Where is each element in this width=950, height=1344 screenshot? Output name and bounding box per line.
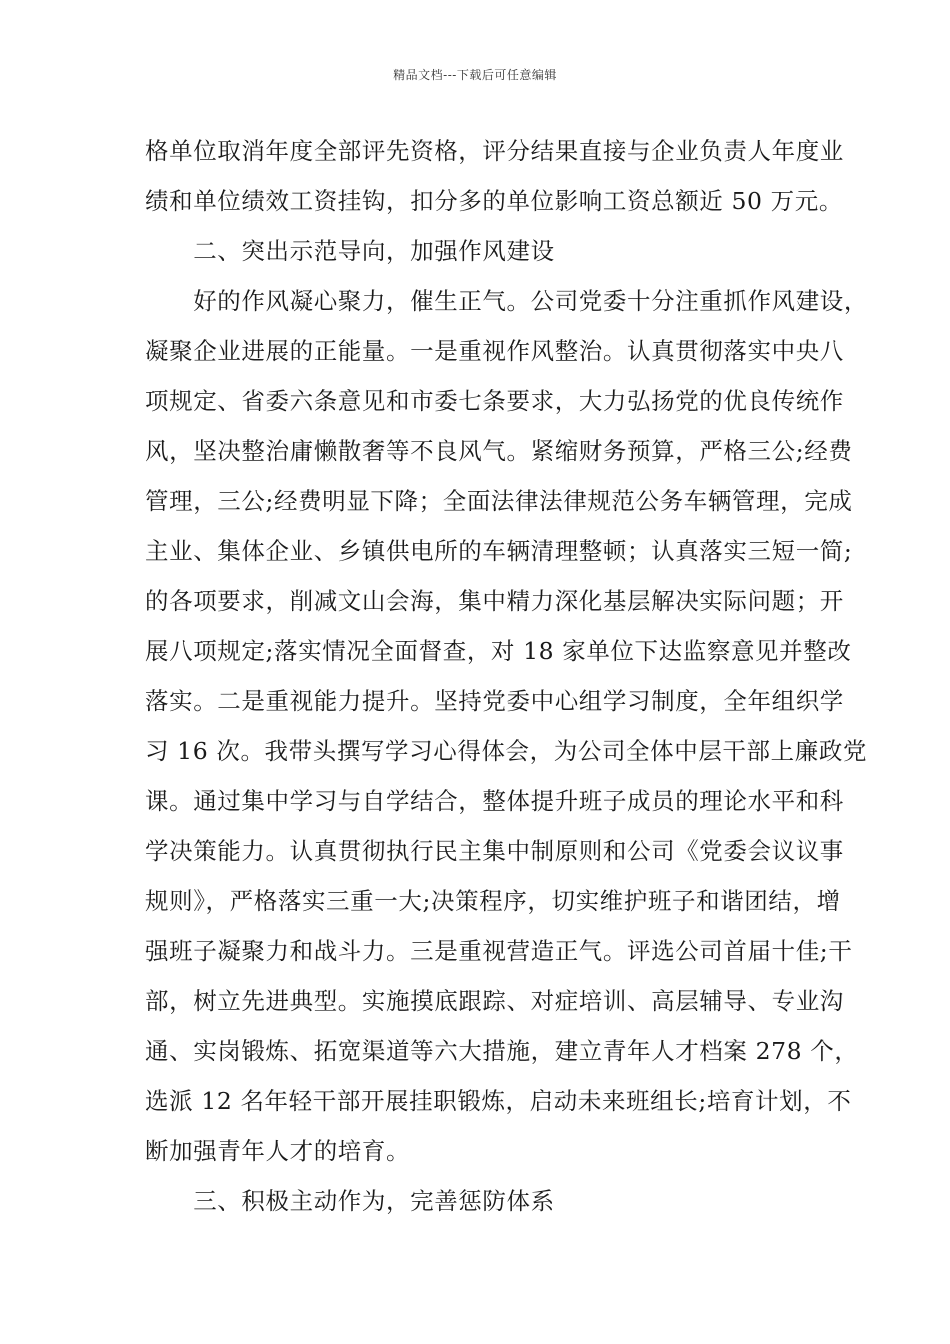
text-line: 习 16 次。我带头撰写学习心得体会，为公司全体中层干部上廉政党 (145, 737, 868, 765)
text-line: 学决策能力。认真贯彻执行民主集中制原则和公司《党委会议议事 (145, 837, 844, 865)
text-line: 管理，三公;经费明显下降；全面法律法律规范公务车辆管理，完成 (145, 487, 853, 515)
text-line: 的各项要求，削减文山会海，集中精力深化基层解决实际问题；开 (145, 587, 844, 615)
text-line: 凝聚企业进展的正能量。一是重视作风整治。认真贯彻落实中央八 (145, 337, 844, 365)
text-line: 绩和单位绩效工资挂钩，扣分多的单位影响工资总额近 50 万元。 (145, 187, 843, 215)
section-heading: 三、积极主动作为，完善惩防体系 (145, 1187, 555, 1215)
section-heading: 二、突出示范导向，加强作风建设 (145, 237, 555, 265)
text-line: 断加强青年人才的培育。 (145, 1137, 411, 1165)
text-line: 选派 12 名年轻干部开展挂职锻炼，启动未来班组长;培育计划，不 (145, 1087, 852, 1115)
text-line: 格单位取消年度全部评先资格，评分结果直接与企业负责人年度业 (145, 137, 844, 165)
text-line: 展八项规定;落实情况全面督查，对 18 家单位下达监察意见并整改 (145, 637, 852, 665)
page-header: 精品文档---下载后可任意编辑 (393, 68, 557, 82)
text-line: 规则》，严格落实三重一大;决策程序，切实维护班子和谐团结，增 (145, 887, 841, 915)
text-line: 好的作风凝心聚力，催生正气。公司党委十分注重抓作风建设， (145, 287, 868, 315)
text-line: 落实。二是重视能力提升。坚持党委中心组学习制度，全年组织学 (145, 687, 844, 715)
text-line: 强班子凝聚力和战斗力。三是重视营造正气。评选公司首届十佳;干 (145, 937, 853, 965)
text-line: 部，树立先进典型。实施摸底跟踪、对症培训、高层辅导、专业沟 (145, 987, 844, 1015)
text-line: 风，坚决整治庸懒散奢等不良风气。紧缩财务预算，严格三公;经费 (145, 437, 853, 465)
text-line: 课。通过集中学习与自学结合，整体提升班子成员的理论水平和科 (145, 787, 844, 815)
text-line: 项规定、省委六条意见和市委七条要求，大力弘扬党的优良传统作 (145, 387, 844, 415)
text-line: 主业、集体企业、乡镇供电所的车辆清理整顿；认真落实三短一简; (145, 537, 853, 565)
text-line: 通、实岗锻炼、拓宽渠道等六大措施，建立青年人才档案 278 个， (145, 1037, 859, 1065)
